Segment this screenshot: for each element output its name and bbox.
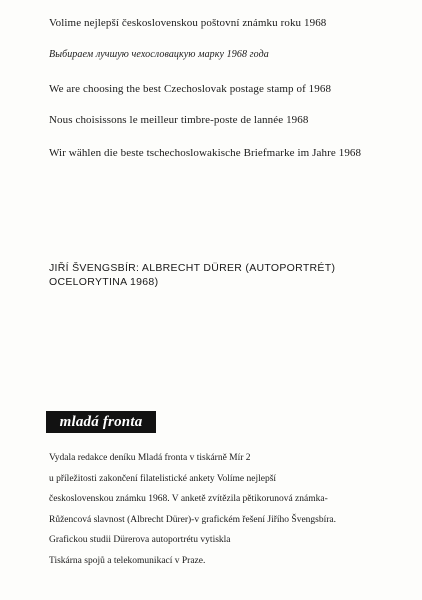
colophon-line: Tiskárna spojů a telekomunikací v Praze. (49, 555, 206, 566)
colophon-line: u příležitosti zakončení filatelistické ankety Volíme nejlepší (49, 473, 277, 484)
mlada-fronta-logo (46, 411, 156, 433)
caption-artist-title: JIŘÍ ŠVENGSBÍR: ALBRECHT DÜRER (AUTOPORTRÉT) (49, 262, 336, 274)
colophon-line: Růžencová slavnost (Albrecht Dürer)-v grafickém řešení Jiřího Švengsbíra. (49, 514, 337, 525)
headline-german: Wir wählen die beste tschechoslowakische Briefmarke im Jahre 1968 (49, 147, 362, 159)
headline-russian: Выбираем лучшую чехословацкую марку 1968 года (49, 49, 269, 60)
headline-english: We are choosing the best Czechoslovak postage stamp of 1968 (49, 83, 332, 95)
logo-text: mladá fronta (59, 413, 143, 430)
colophon-line: československou známku 1968. V anketě zvítězila pětikorunová známka- (49, 494, 328, 504)
headline-czech: Volime nejlepší československou poštovní známku roku 1968 (49, 17, 327, 29)
colophon-line: Vydala redakce deníku Mladá fronta v tiskárně Mír 2 (49, 453, 251, 463)
headline-french: Nous choisissons le meilleur timbre-poste de lannée 1968 (49, 114, 309, 126)
caption-technique: OCELORYTINA 1968) (49, 276, 159, 288)
colophon-line: Grafickou studii Dürerova autoportrétu vytiskla (49, 535, 231, 545)
colophon (49, 448, 414, 571)
artwork-caption (49, 261, 389, 289)
